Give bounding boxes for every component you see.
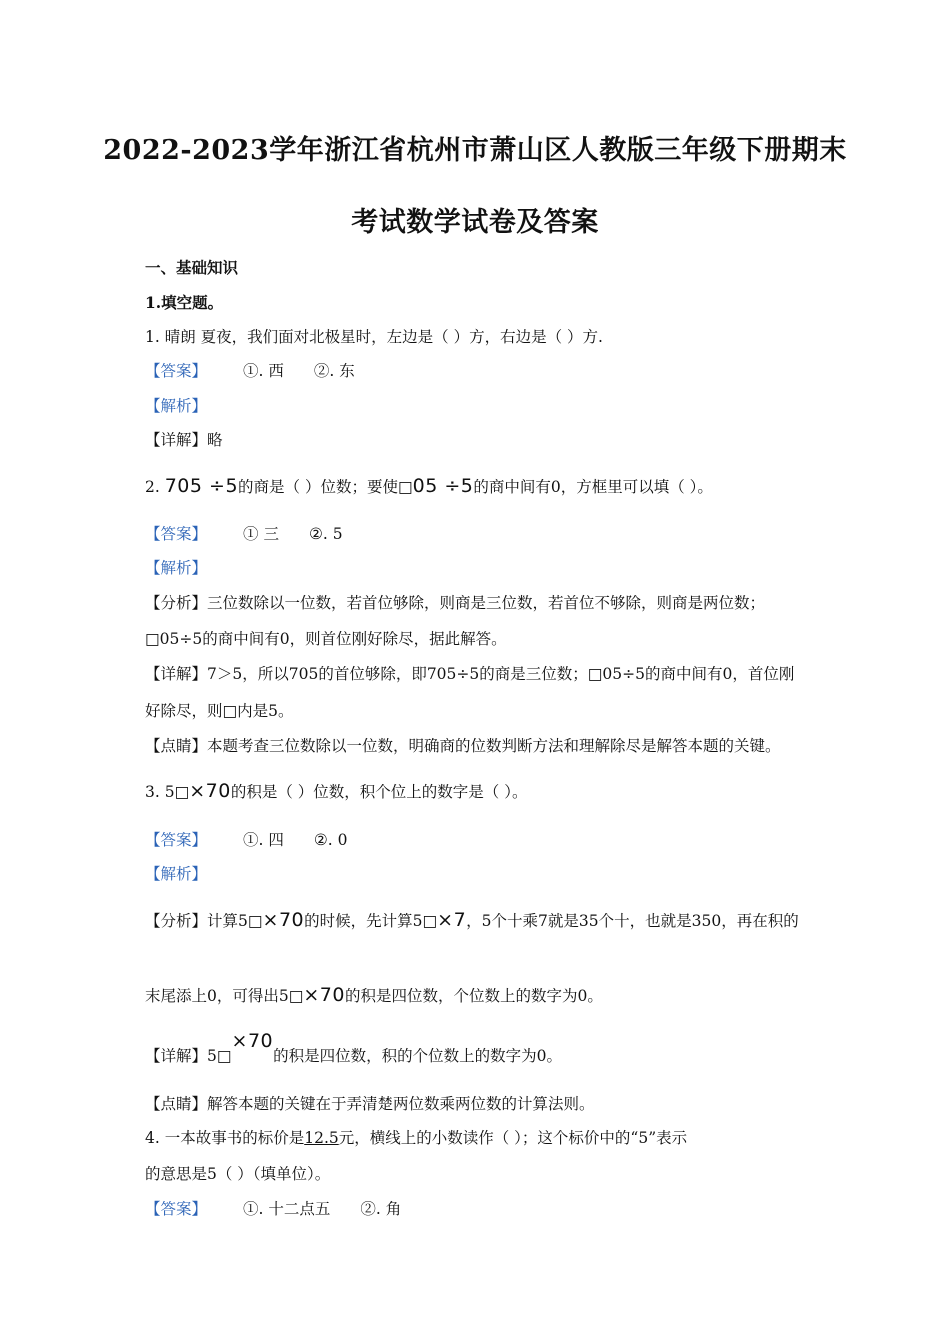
q4-question-1 xyxy=(145,1128,687,1148)
q3-fenxi-a: 计算5□ xyxy=(207,912,263,930)
q3-fenxi-math-2: ×7 xyxy=(437,909,467,931)
q1-detail-text: 略 xyxy=(207,431,223,449)
q2-dianjing xyxy=(145,736,781,756)
q1-analysis-tag: 【解析】 xyxy=(145,397,208,415)
q1-answer-2: ②. 东 xyxy=(313,362,355,380)
detail-tag: 【详解】 xyxy=(145,1047,208,1065)
q2-text-2: 的商中间有0，方框里可以填（ ）。 xyxy=(473,478,713,496)
q4-text-b: 元，横线上的小数读作（ ）；这个标价中的“5”表示 xyxy=(338,1129,688,1147)
q4-price: 12.5 xyxy=(304,1129,339,1147)
q2-fenxi-2: □05÷5的商中间有0，则首位刚好除尽，据此解答。 xyxy=(145,630,507,648)
q3-fenxi-1 xyxy=(145,910,799,931)
q2-detail-1 xyxy=(145,664,794,684)
q3-analysis-tag: 【解析】 xyxy=(145,865,208,883)
q1-question: 1. 晴朗 夏夜，我们面对北极星时，左边是（ ）方，右边是（ ）方. xyxy=(145,328,603,346)
q2-answer-2: ②. 5 xyxy=(308,525,343,543)
q3-fenxi-c: ，5个十乘7就是35个十，也就是350，再在积的 xyxy=(466,912,799,930)
q3-question xyxy=(145,781,527,802)
q3-answer-row xyxy=(145,830,348,850)
q3-fenxi2-a: 末尾添上0，可得出5□ xyxy=(145,987,304,1005)
answer-tag: 【答案】 xyxy=(145,831,208,849)
q3-fenxi-2 xyxy=(145,985,603,1006)
q3-text: 的积是（ ）位数，积个位上的数字是（ ）。 xyxy=(230,783,528,801)
q3-dianjing-text: 解答本题的关键在于弄清楚两位数乘两位数的计算法则。 xyxy=(207,1095,595,1113)
q1-detail xyxy=(145,430,223,450)
q2-answer-row xyxy=(145,524,343,544)
q4-question-2: 的意思是5（ ）（填单位）。 xyxy=(145,1165,331,1183)
subsection-heading: 1.填空题。 xyxy=(145,293,224,312)
q3-answer-1: ①. 四 xyxy=(243,831,284,849)
q3-detail-math: ×70 xyxy=(231,1030,274,1052)
q2-answer-1: ① 三 xyxy=(243,525,279,543)
q2-math-2: 05 ÷5 xyxy=(412,475,474,497)
dianjing-tag: 【点睛】 xyxy=(145,1095,208,1113)
q3-fenxi2-b: 的积是四位数，个位数上的数字为0。 xyxy=(344,987,603,1005)
q3-fenxi-math-1: ×70 xyxy=(262,909,305,931)
q3-fenxi-b: 的时候，先计算5□ xyxy=(304,912,438,930)
q2-text-1: 的商是（ ）位数；要使□ xyxy=(238,478,413,496)
q4-answer-2: ②. 角 xyxy=(360,1200,402,1218)
q4-answer-1: ①. 十二点五 xyxy=(243,1200,331,1218)
q2-number: 2. xyxy=(145,478,165,496)
detail-tag: 【详解】 xyxy=(145,665,208,683)
q3-math: ×70 xyxy=(189,780,231,802)
q2-detail-2: 好除尽，则□内是5。 xyxy=(145,702,294,720)
q2-fenxi-1 xyxy=(145,593,765,613)
answer-tag: 【答案】 xyxy=(145,362,208,380)
answer-tag: 【答案】 xyxy=(145,525,208,543)
fenxi-tag: 【分析】 xyxy=(145,594,208,612)
fenxi-tag: 【分析】 xyxy=(145,912,208,930)
q3-detail-a: 5□ xyxy=(207,1047,232,1065)
document-title-line1: 2022-2023学年浙江省杭州市萧山区人教版三年级下册期末 xyxy=(103,135,847,166)
dianjing-tag: 【点睛】 xyxy=(145,737,208,755)
q2-question xyxy=(145,476,713,497)
q1-answer-1: ①. 西 xyxy=(243,362,284,380)
q2-math-1: 705 ÷5 xyxy=(164,475,239,497)
q2-dianjing-text: 本题考查三位数除以一位数，明确商的位数判断方法和理解除尽是解答本题的关键。 xyxy=(207,737,781,755)
q4-answer-row xyxy=(145,1199,401,1219)
q2-analysis-tag: 【解析】 xyxy=(145,559,208,577)
section-heading: 一、基础知识 xyxy=(145,258,239,277)
q2-detail-text-1: 7＞5，所以705的首位够除，即705÷5的商是三位数；□05÷5的商中间有0，首位刚 xyxy=(207,665,795,683)
q3-number: 3. 5□ xyxy=(145,783,190,801)
q3-detail-b: 的积是四位数，积的个位数上的数字为0。 xyxy=(273,1047,563,1065)
q3-answer-2: ②. 0 xyxy=(313,831,348,849)
detail-tag: 【详解】 xyxy=(145,431,208,449)
q4-text-a: 4. 一本故事书的标价是 xyxy=(145,1129,305,1147)
document-title-line2: 考试数学试卷及答案 xyxy=(351,207,599,238)
q3-dianjing xyxy=(145,1094,595,1114)
q1-answer-row xyxy=(145,361,355,381)
q3-detail xyxy=(145,1030,563,1066)
q2-fenxi-text-1: 三位数除以一位数，若首位够除，则商是三位数，若首位不够除，则商是两位数； xyxy=(207,594,766,612)
answer-tag: 【答案】 xyxy=(145,1200,208,1218)
q3-fenxi2-math: ×70 xyxy=(303,984,345,1006)
